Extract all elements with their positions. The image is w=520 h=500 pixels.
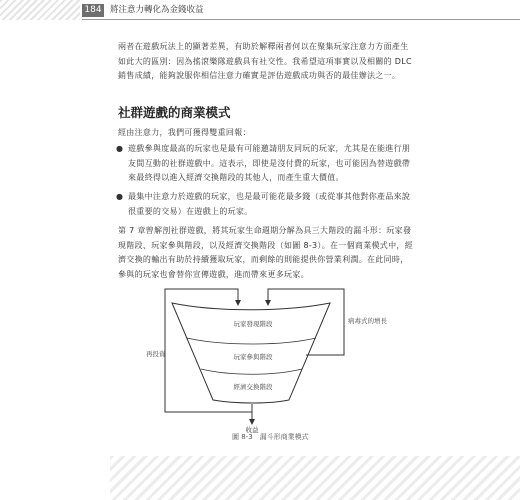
figure-caption: 圖 8-3 漏斗形商業模式	[232, 433, 309, 441]
bullet-item-2	[116, 190, 414, 219]
stage-label-discovery: 玩家發現階段	[233, 320, 273, 328]
closing-paragraph: 第 7 章曾解剖社群遊戲，將其玩家生命週期分解為具三大階段的漏斗形：玩家發現階段、玩家參與階段，以及經濟交換階段（如圖 8-3）。在一個商業模式中，經濟交換的輸出有助於持續獲取玩家，而剩餘的則能提供你營業利潤。在此同時，參與的玩家也會替你宣傳遊戲，進而帶來更多玩家。	[118, 226, 414, 279]
funnel-outline	[172, 303, 330, 403]
stage-label-exchange: 經濟交換階段	[233, 383, 273, 391]
reinvestment-label: 再投資	[146, 350, 166, 358]
page-number: 184	[82, 4, 104, 17]
page-header	[0, 0, 520, 20]
viral-growth-loop	[268, 289, 344, 355]
funnel-divider-2	[201, 369, 302, 374]
intro-paragraph: 兩者在遊戲玩法上的顯著差異，有助於解釋兩者何以在聚集玩家注意力方面產生如此大的區別：因為搖滾樂隊遊戲具有社交性。我希望這項事實以及相關的 DLC 銷售成績，能夠說服你相信注意力確實是評估遊戲成功與否的最佳辦法之一。	[118, 42, 412, 80]
bullet-dot-icon: ●	[116, 144, 124, 153]
bullet-item-1	[116, 142, 414, 186]
viral-growth-label: 病毒式的增長	[348, 317, 387, 325]
footer-decoration	[110, 456, 520, 500]
funnel-divider-1	[187, 338, 316, 344]
revenue-label: 收益	[245, 426, 259, 434]
bullet-text-1: 遊戲參與度最高的玩家也是最有可能邀請朋友同玩的玩家，尤其是在能進行朋友間互動的社群遊戲中。這表示，即使是沒付費的玩家，也可能因為替遊戲帶來最終得以進入經濟交換階段的其他人，而產生重大價值。	[128, 144, 411, 182]
header-decoration	[0, 0, 80, 20]
header-rule	[82, 19, 520, 20]
bullet-text-2: 最集中注意力於遊戲的玩家，也是最可能花最多錢（或從事其他對你產品來說很重要的交易）在遊戲上的玩家。	[128, 192, 411, 216]
bullet-dot-icon: ●	[116, 192, 124, 201]
stage-label-engagement: 玩家參與階段	[233, 353, 273, 361]
lead-in-text: 經由注意力，我們可獲得雙重回報：	[118, 128, 251, 137]
reinvestment-loop	[165, 289, 252, 412]
section-heading: 社群遊戲的商業模式	[118, 105, 231, 120]
running-title: 將注意力轉化為金錢收益	[110, 5, 204, 15]
